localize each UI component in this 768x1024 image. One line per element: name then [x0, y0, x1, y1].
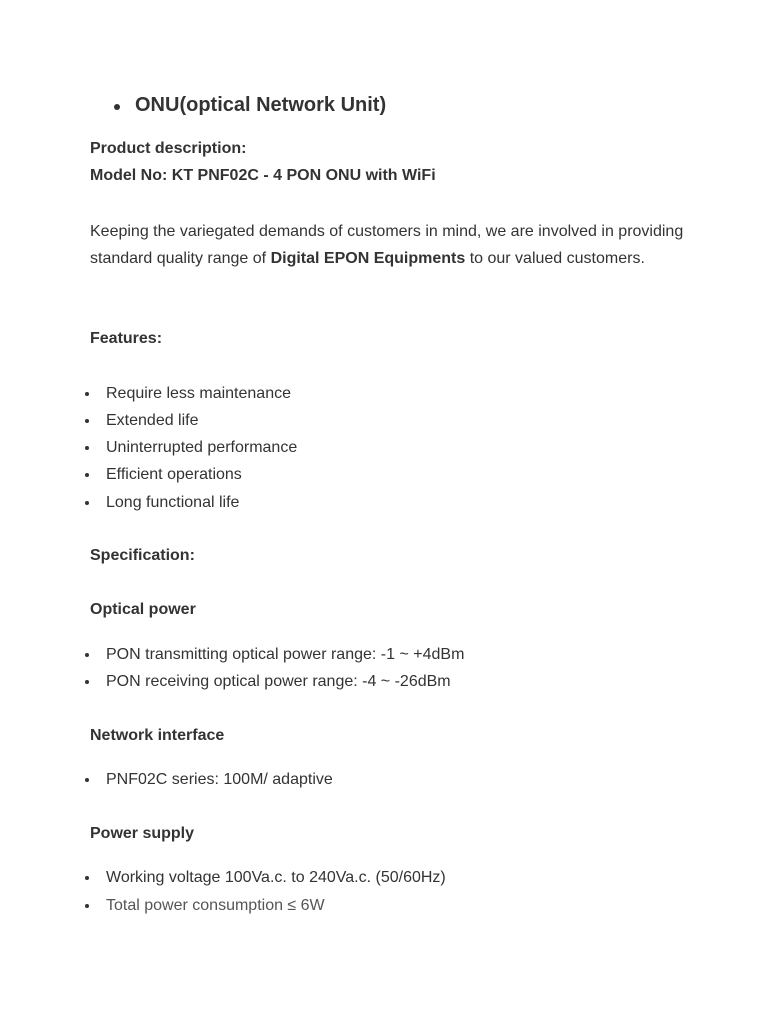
feature-text: Require less maintenance — [106, 385, 291, 402]
title-bullet — [114, 104, 120, 110]
model-line: Model No: KT PNF02C - 4 PON ONU with WiFi — [90, 167, 436, 184]
bullet-icon — [85, 680, 89, 684]
intro-bold-text: Digital EPON Equipments — [270, 250, 466, 267]
spec-text: PON transmitting optical power range: -1 ~ +4dBm — [106, 646, 465, 663]
specification-label: Specification: — [90, 547, 195, 564]
bullet-icon — [85, 653, 89, 657]
bullet-icon — [85, 392, 89, 396]
page-title: ONU(optical Network Unit) — [135, 94, 387, 116]
spec-text: PON receiving optical power range: -4 ~ -26dBm — [106, 673, 451, 690]
features-label: Features: — [90, 330, 163, 347]
bullet-icon — [85, 876, 89, 880]
spec-text: Working voltage 100Va.c. to 240Va.c. (50/60Hz) — [106, 869, 446, 886]
optical-power-label: Optical power — [90, 601, 196, 618]
intro-paragraph — [90, 218, 690, 272]
bullet-icon — [85, 778, 89, 782]
feature-text: Long functional life — [106, 494, 240, 511]
network-interface-label: Network interface — [90, 727, 225, 744]
spec-text: Total power consumption ≤ 6W — [106, 897, 325, 914]
spec-text: PNF02C series: 100M/ adaptive — [106, 771, 333, 788]
feature-text: Uninterrupted performance — [106, 439, 298, 456]
product-description-label: Product description: — [90, 140, 247, 157]
feature-text: Extended life — [106, 412, 199, 429]
bullet-icon — [85, 446, 89, 450]
bullet-icon — [85, 501, 89, 505]
bullet-icon — [85, 419, 89, 423]
intro-text-2: to our valued customers. — [465, 250, 645, 267]
intro-text-1: Keeping the variegated demands of customers in mind, we are involved in providing standard quality range of — [90, 223, 684, 267]
power-supply-label: Power supply — [90, 825, 195, 842]
feature-text: Efficient operations — [106, 466, 242, 483]
bullet-icon — [85, 904, 89, 908]
bullet-icon — [85, 473, 89, 477]
